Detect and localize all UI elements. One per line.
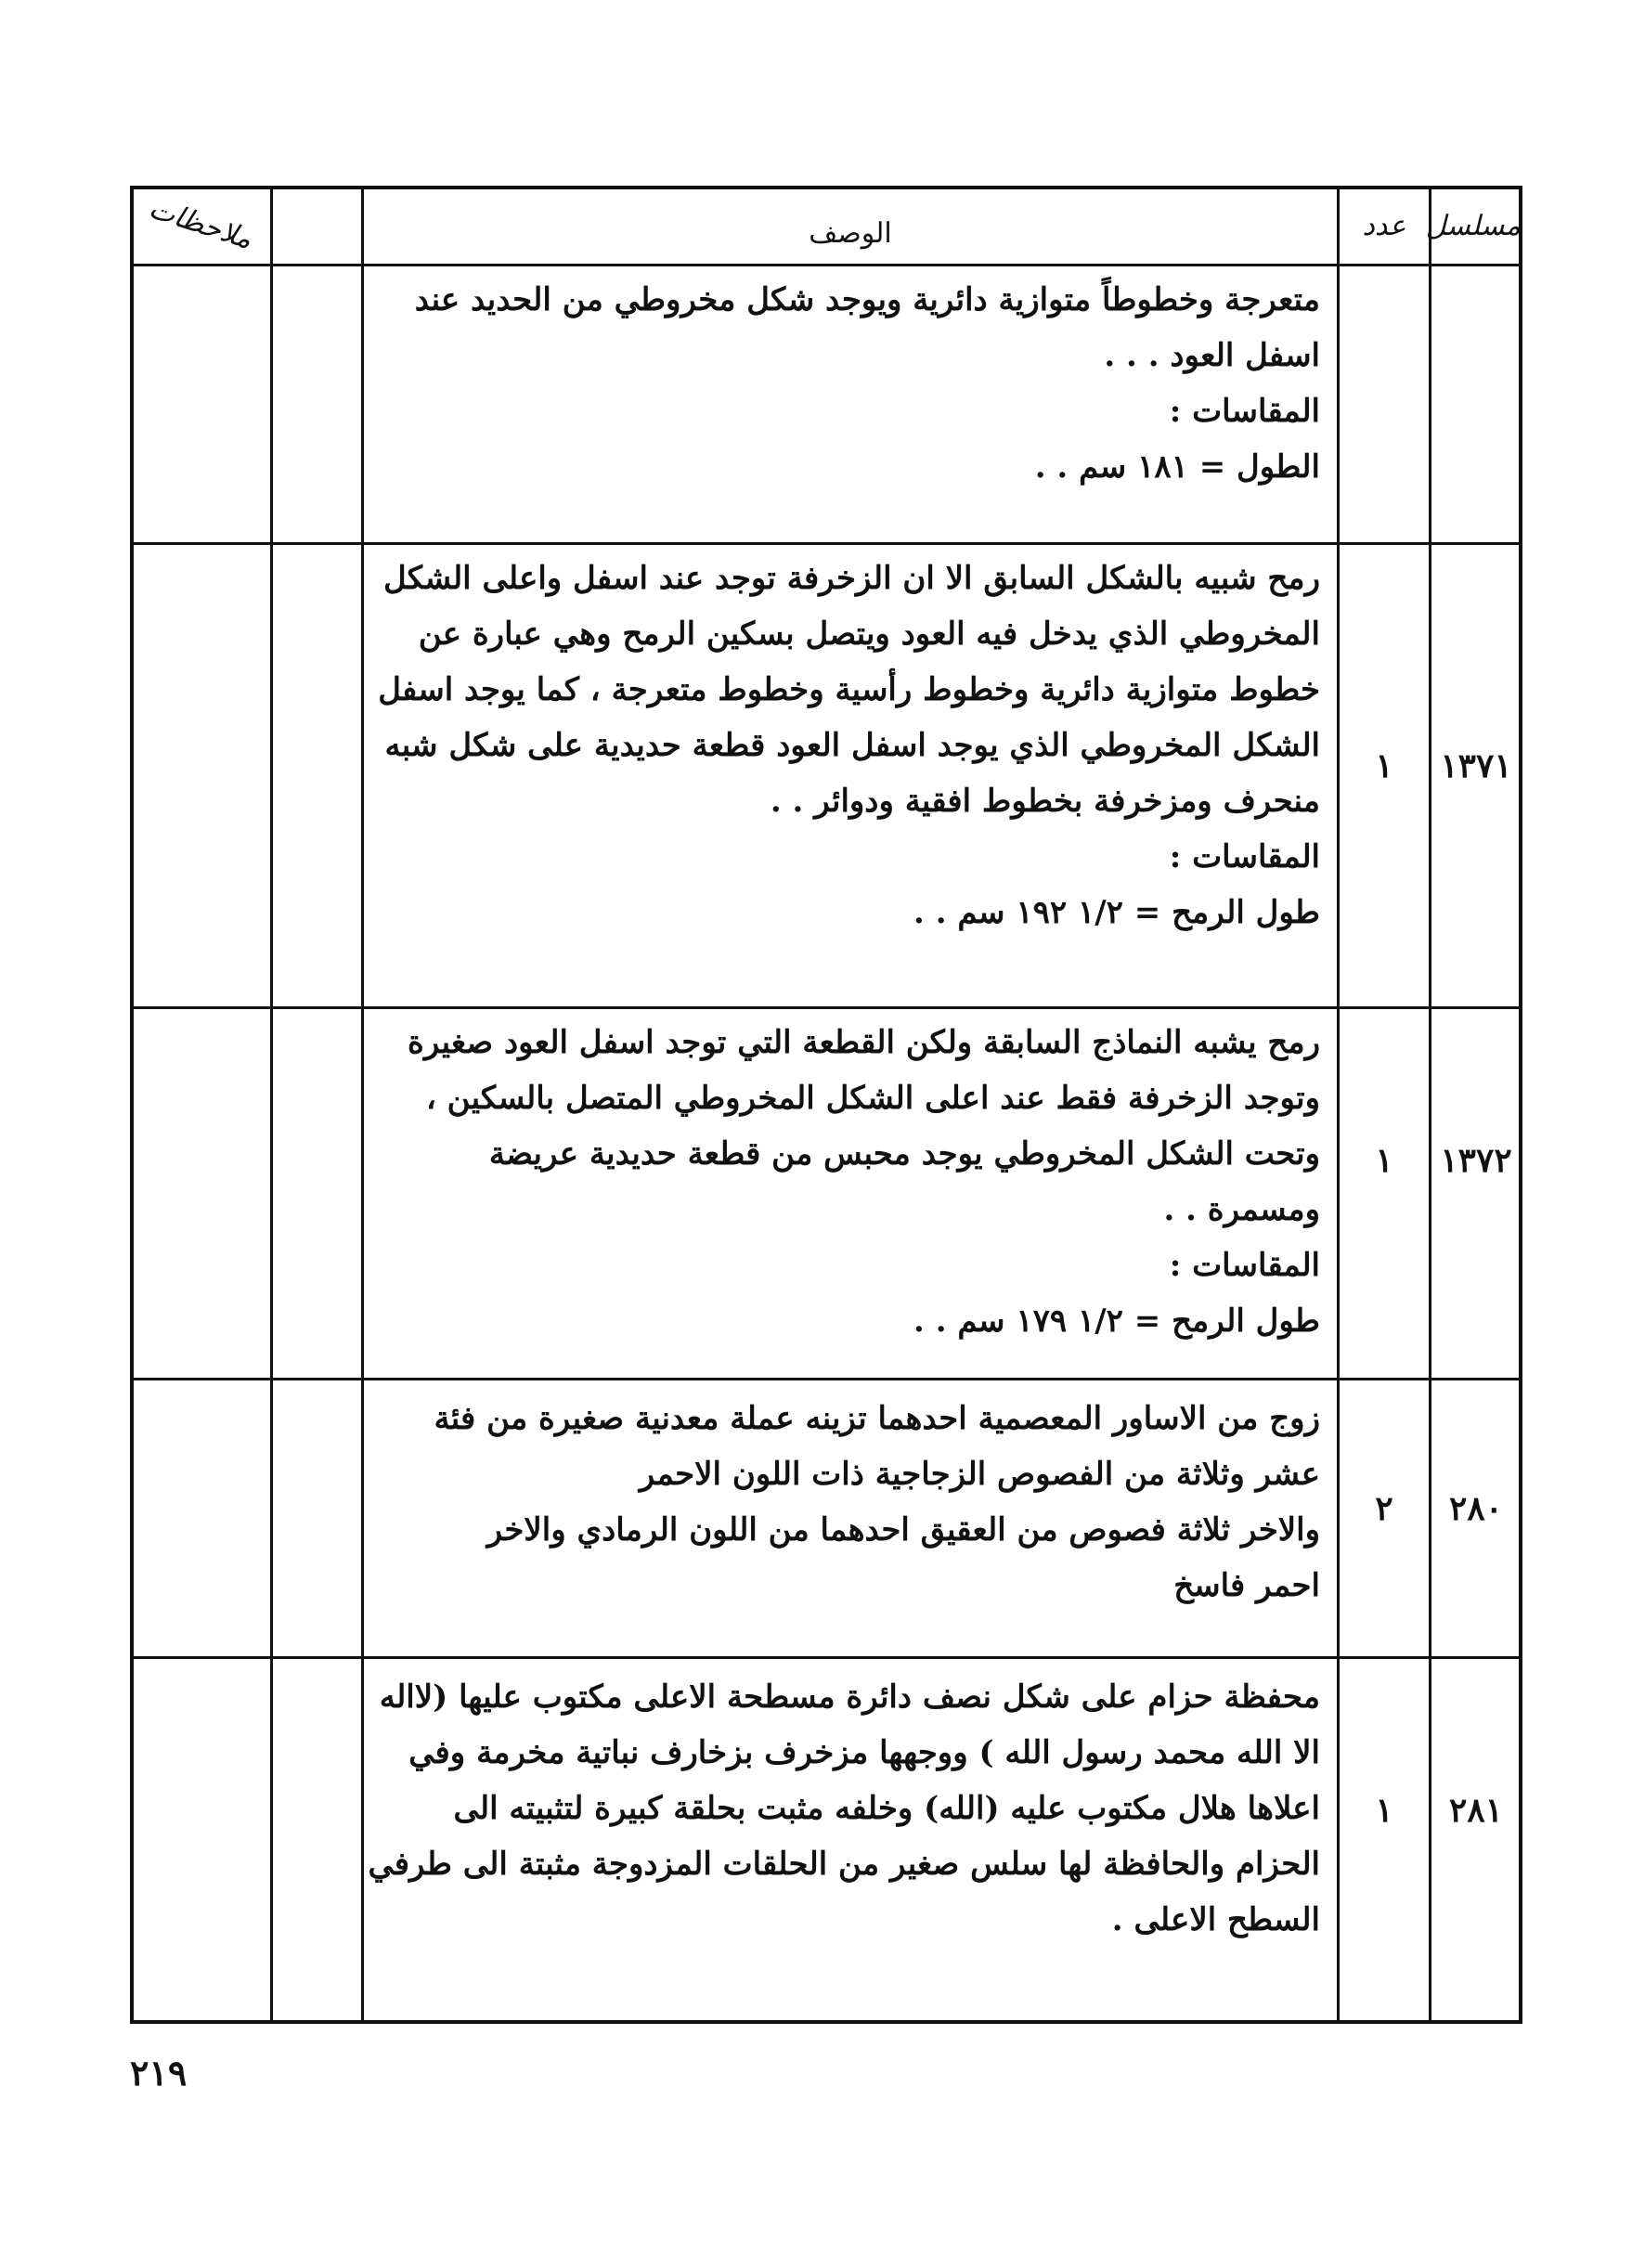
column-divider-serial: [1429, 189, 1431, 2020]
item-count: ١: [1375, 1791, 1393, 1830]
description-line: متعرجة وخطوطاً متوازية دائرية ويوجد شكل مخروطي من الحديد عند: [414, 281, 1320, 318]
description-line: منحرف ومزخرفة بخطوط افقية ودوائر . .: [770, 783, 1320, 820]
description-line: والاخر ثلاثة فصوص من العقيق احدهما من اللون الرمادي والاخر: [486, 1511, 1320, 1549]
inventory-table: [130, 186, 1522, 2024]
description-line: احمر فاسخ: [1173, 1567, 1320, 1604]
description-line: المقاسات :: [1169, 838, 1320, 875]
description-line: رمح شبيه بالشكل السابق الا ان الزخرفة توجد عند اسفل واعلى الشكل: [382, 560, 1320, 597]
description-line: المقاسات :: [1169, 393, 1320, 430]
column-divider-count: [1337, 189, 1340, 2020]
item-count: ٢: [1375, 1489, 1393, 1528]
description-line: محفظة حزام على شكل نصف دائرة مسطحة الاعلى مكتوب عليها (لااله: [379, 1678, 1320, 1716]
serial-number: ١٣٧١: [1440, 746, 1512, 785]
description-line: الشكل المخروطي الذي يوجد اسفل العود قطعة حديدية على شكل شبه: [384, 727, 1320, 764]
header-serial: مسلسل: [1425, 210, 1521, 242]
row-divider: [134, 1656, 1519, 1659]
header-count: عدد: [1362, 210, 1406, 242]
description-line: وتوجد الزخرفة فقط عند اعلى الشكل المخروطي المتصل بالسكين ،: [425, 1080, 1320, 1117]
header-notes: ملاحظات: [145, 192, 256, 256]
description-line: المقاسات :: [1169, 1247, 1320, 1284]
description-line: عشر وثلاثة من الفصوص الزجاجية ذات اللون الاحمر: [639, 1456, 1320, 1493]
column-divider-notes: [270, 189, 273, 2020]
description-line: طول الرمح = ١/٢ ١٧٩ سم . .: [913, 1302, 1320, 1340]
row-divider: [134, 1378, 1519, 1380]
description-line: طول الرمح = ١/٢ ١٩٢ سم . .: [913, 894, 1320, 931]
description-line: وتحت الشكل المخروطي يوجد محبس من قطعة حديدية عريضة: [488, 1135, 1320, 1173]
description-cell: [364, 1387, 1337, 1614]
description-line: المخروطي الذي يدخل فيه العود ويتصل بسكين الرمح وهي عبارة عن: [418, 616, 1320, 653]
description-cell: [364, 1665, 1337, 1948]
description-cell: [364, 1011, 1337, 1349]
description-line: ومسمرة . .: [1163, 1191, 1320, 1228]
row-divider: [134, 1006, 1519, 1009]
description-line: الحزام والحافظة لها سلس صغير من الحلقات المزدوجة مثبتة الى طرفي: [368, 1846, 1320, 1883]
description-cell: [364, 547, 1337, 940]
serial-number: ٢٨٠: [1448, 1489, 1503, 1528]
description-line: رمح يشبه النماذج السابقة ولكن القطعة التي توجد اسفل العود صغيرة: [408, 1024, 1320, 1061]
item-count: ١: [1375, 1141, 1393, 1180]
description-line: اسفل العود . . .: [1104, 337, 1320, 374]
serial-number: ٢٨١: [1448, 1791, 1503, 1830]
description-line: زوج من الاساور المعصمية احدهما تزينه عملة معدنية صغيرة من فئة: [434, 1400, 1320, 1437]
page-number: ٢١٩: [130, 2052, 188, 2093]
serial-number: ١٣٧٢: [1440, 1141, 1512, 1180]
row-divider: [134, 542, 1519, 545]
description-line: الا الله محمد رسول الله ) ووجهها مزخرف بزخارف نباتية مخرمة وفي: [408, 1734, 1320, 1771]
description-line: السطح الاعلى .: [1111, 1901, 1320, 1938]
description-line: الطول = ١٨١ سم . .: [1034, 448, 1320, 486]
description-line: خطوط متوازية دائرية وخطوط رأسية وخطوط متعرجة ، كما يوجد اسفل: [378, 671, 1320, 708]
description-line: اعلاها هلال مكتوب عليه (الله) وخلفه مثبت بحلقة كبيرة لتثبيته الى: [453, 1790, 1320, 1827]
header-divider: [134, 264, 1519, 266]
header-description: الوصف: [809, 217, 892, 250]
description-cell: [364, 268, 1337, 495]
item-count: ١: [1375, 746, 1393, 785]
